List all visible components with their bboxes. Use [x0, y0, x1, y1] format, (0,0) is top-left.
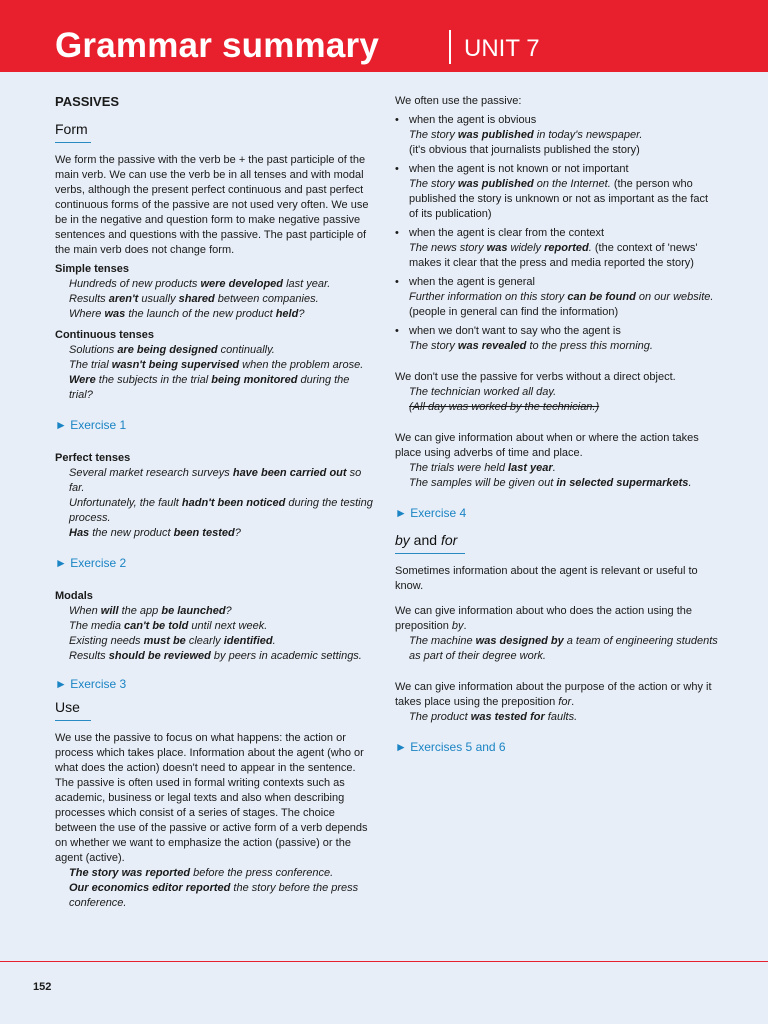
unit-label: UNIT 7: [464, 35, 540, 62]
exercise-4-link[interactable]: ► Exercise 4: [395, 506, 467, 520]
example-sentence: Several market research surveys have been carried out so far.: [69, 467, 362, 494]
bullet-icon: •: [395, 276, 399, 288]
continuous-tenses-heading: Continuous tenses: [55, 329, 155, 341]
for-preposition-rule: We can give information about the purpose of the action or why it takes place using the preposition for.: [395, 681, 712, 708]
example-sentence: When will the app be launched?: [69, 605, 232, 617]
example-sentence: Hundreds of new products were developed last year.: [69, 278, 331, 290]
form-paragraph: We form the passive with the verb be + the past participle of the main verb. We can use the verb be in all tenses and with modal verbs, although the present perfect continuous and past perfect continuous forms of the passive are not used very often. We use be in the negative and question form to make negative passive sentences and questions with the passive. The past participle of the main verb does not change form.: [55, 154, 369, 256]
by-for-paragraph: Sometimes information about the agent is relevant or useful to know.: [395, 565, 698, 592]
example-sentence: Where was the launch of the new product held?: [69, 308, 305, 320]
form-heading-wrap: [55, 120, 375, 143]
example-sentence: Existing needs must be clearly identified.: [69, 635, 276, 647]
example-sentence: The media can't be told until next week.: [69, 620, 268, 632]
use-heading: Use: [55, 699, 80, 715]
bullet-icon: •: [395, 325, 399, 337]
example-sentence: Has the new product been tested?: [69, 527, 241, 539]
list-item: • when the agent is not known or not important The story was published on the Internet. (the person who published the story is unknown or not as important as the fact of its publication): [395, 163, 708, 220]
no-object-rule: We don't use the passive for verbs without a direct object.: [395, 371, 676, 383]
form-heading: Form: [55, 121, 88, 137]
by-preposition-rule: We can give information about who does the action using the preposition by.: [395, 605, 692, 632]
passive-uses-intro: We often use the passive:: [395, 95, 522, 107]
example-sentence: Results aren't usually shared between companies.: [69, 293, 319, 305]
example-sentence: The technician worked all day.: [409, 386, 557, 398]
list-item: • when the agent is general Further information on this story can be found on our website. (people in general can find the information): [395, 276, 714, 318]
example-sentence: Unfortunately, the fault hadn't been noticed during the testing process.: [69, 497, 373, 524]
bullet-icon: •: [395, 227, 399, 239]
example-sentence: The trials were held last year.: [409, 462, 556, 474]
exercise-1-link[interactable]: ► Exercise 1: [55, 418, 127, 432]
right-column: [395, 94, 720, 755]
heading-underline: [395, 553, 465, 554]
example-sentence: Results should be reviewed by peers in academic settings.: [69, 650, 362, 662]
time-place-rule: We can give information about when or where the action takes place using adverbs of time and place.: [395, 432, 699, 459]
incorrect-example: (All day was worked by the technician.): [409, 401, 600, 413]
exercise-3-link[interactable]: ► Exercise 3: [55, 677, 127, 691]
example-sentence: The trial wasn't being supervised when the problem arose.: [69, 359, 364, 371]
list-item: • when the agent is obvious The story was published in today's newspaper. (it's obvious that journalists published the story): [395, 114, 643, 156]
example-sentence: Our economics editor reported the story before the press conference.: [69, 882, 359, 909]
page-number: 152: [33, 981, 52, 993]
bullet-icon: •: [395, 163, 399, 175]
example-sentence: The samples will be given out in selected supermarkets.: [409, 477, 692, 489]
page-header: [0, 0, 768, 72]
perfect-tenses-heading: Perfect tenses: [55, 452, 131, 464]
simple-tenses-heading: Simple tenses: [55, 263, 129, 275]
use-paragraph: We use the passive to focus on what happens: the action or process which takes place. Information about the agent (who or what does the action) doesn't need to appear in the sentence. The passive is often used in formal writing contexts such as academic, business or legal texts and also when describing processes which consist of a series of stages. The choice between the use of the passive or active form of a verb depends on whether we want to emphasize the action (passive) or the agent (active).: [55, 732, 368, 864]
page-title: Grammar summary: [55, 26, 379, 65]
use-heading-wrap: [55, 698, 375, 721]
left-column: [55, 94, 375, 911]
list-item: • when the agent is clear from the context The news story was widely reported. (the context of 'news' makes it clear that the press and media reported the story): [395, 227, 698, 269]
example-sentence: Solutions are being designed continually.: [69, 344, 275, 356]
modals-heading: Modals: [55, 590, 93, 602]
example-sentence: The machine was designed by a team of engineering students as part of their degree work.: [409, 635, 718, 662]
heading-underline: [55, 720, 91, 721]
section-heading: PASSIVES: [55, 94, 120, 109]
bullet-icon: •: [395, 114, 399, 126]
example-sentence: Were the subjects in the trial being monitored during the trial?: [69, 374, 350, 401]
title-divider: [449, 30, 451, 64]
exercises-5-and-6-link[interactable]: ► Exercises 5 and 6: [395, 740, 506, 754]
by-and-for-heading-wrap: [395, 531, 720, 554]
exercise-2-link[interactable]: ► Exercise 2: [55, 556, 127, 570]
heading-underline: [55, 142, 91, 143]
list-item: • when we don't want to say who the agent is The story was revealed to the press this morning.: [395, 325, 653, 352]
example-sentence: The story was reported before the press conference.: [69, 867, 334, 879]
by-and-for-heading: by and for: [395, 532, 458, 548]
example-sentence: The product was tested for faults.: [409, 711, 578, 723]
footer-divider: [0, 961, 768, 962]
